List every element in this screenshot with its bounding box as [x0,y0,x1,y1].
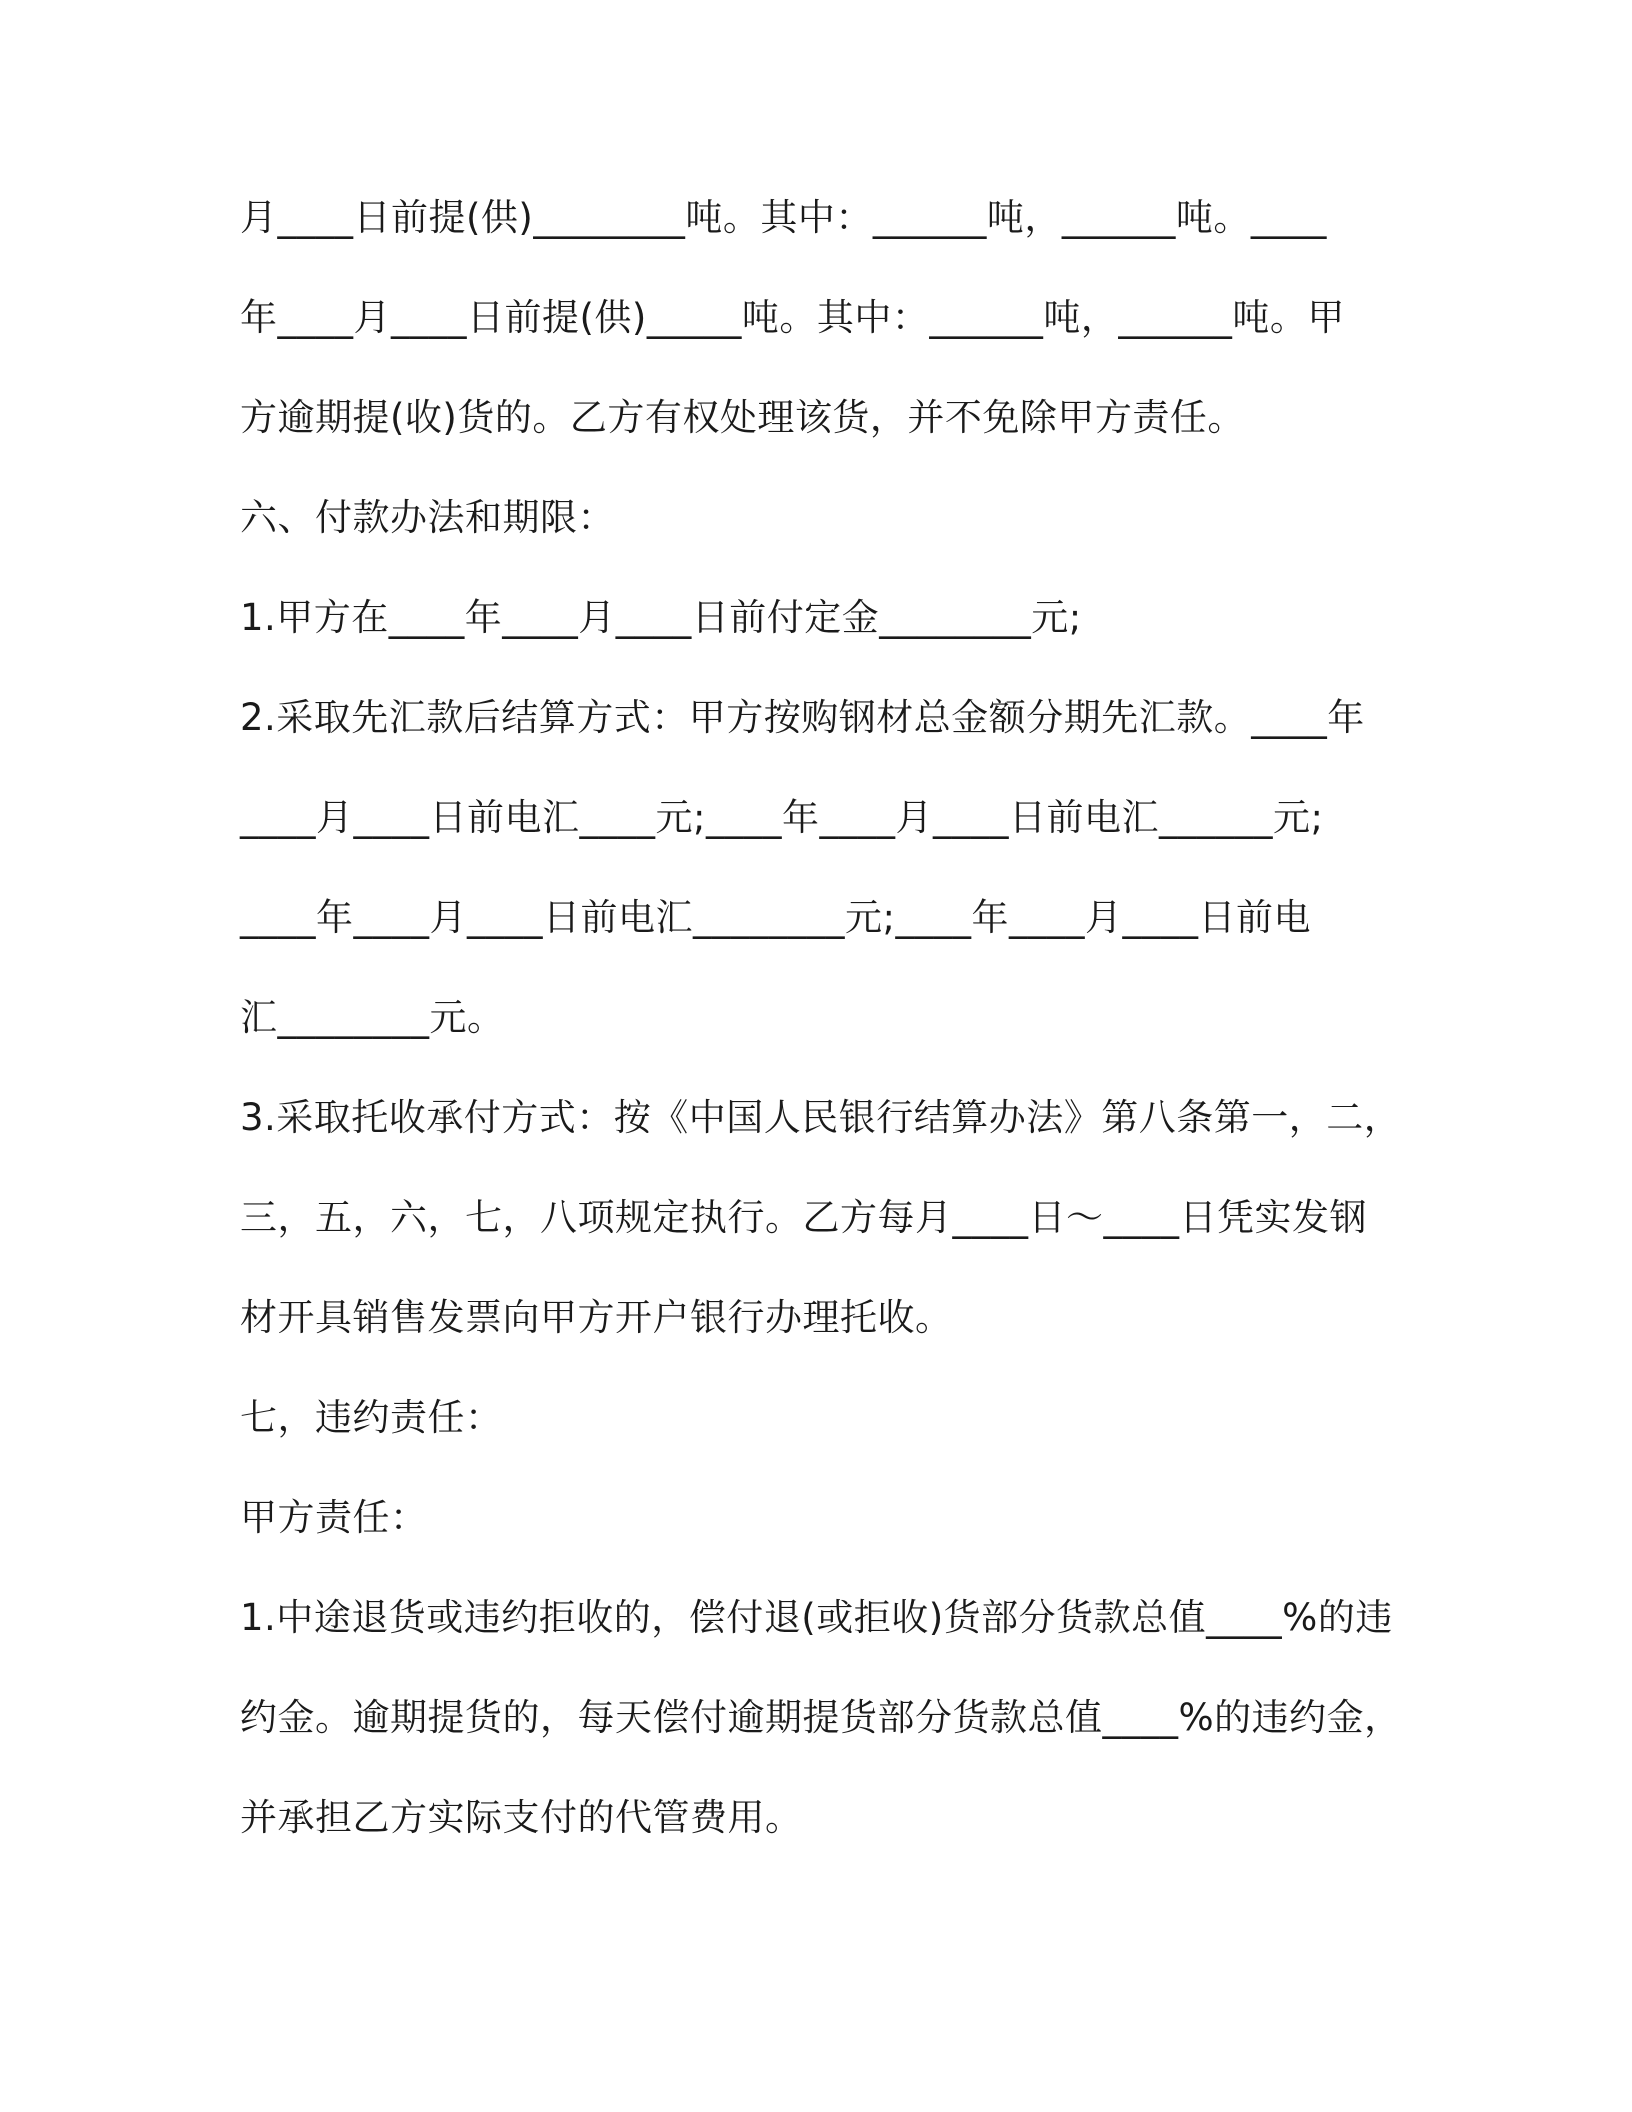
subsection-heading: 甲方责任： [240,1496,428,1539]
text-line: 3.采取托收承付方式：按《中国人民银行结算办法》第八条第一，二， [240,1096,1402,1139]
text-line: 2.采取先汇款后结算方式：甲方按购钢材总金额分期先汇款。____年 [240,696,1365,739]
text-line: 并承担乙方实际支付的代管费用。 [240,1796,803,1839]
text-line: 三，五，六，七，八项规定执行。乙方每月____日～____日凭实发钢 [240,1196,1367,1239]
text-line: 约金。逾期提货的，每天偿付逾期提货部分货款总值____%的违约金， [240,1696,1402,1739]
text-line: 年____月____日前提(供)_____吨。其中：______吨，______吨。甲 [240,296,1345,339]
text-line: 汇________元。 [240,996,505,1039]
text-line: 月____日前提(供)________吨。其中：______吨，______吨。____ [240,196,1327,239]
text-line: 1.中途退货或违约拒收的，偿付退(或拒收)货部分货款总值____%的违 [240,1596,1393,1639]
text-line: 1.甲方在____年____月____日前付定金________元; [240,596,1082,639]
text-line: ____月____日前电汇____元;____年____月____日前电汇______元; [240,796,1324,839]
text-line: 材开具销售发票向甲方开户银行办理托收。 [240,1296,953,1339]
section-heading: 七，违约责任： [240,1396,503,1439]
section-heading: 六、付款办法和期限： [240,496,615,539]
text-line: 方逾期提(收)货的。乙方有权处理该货，并不免除甲方责任。 [240,396,1245,439]
text-line: ____年____月____日前电汇________元;____年____月____日前电 [240,896,1311,939]
